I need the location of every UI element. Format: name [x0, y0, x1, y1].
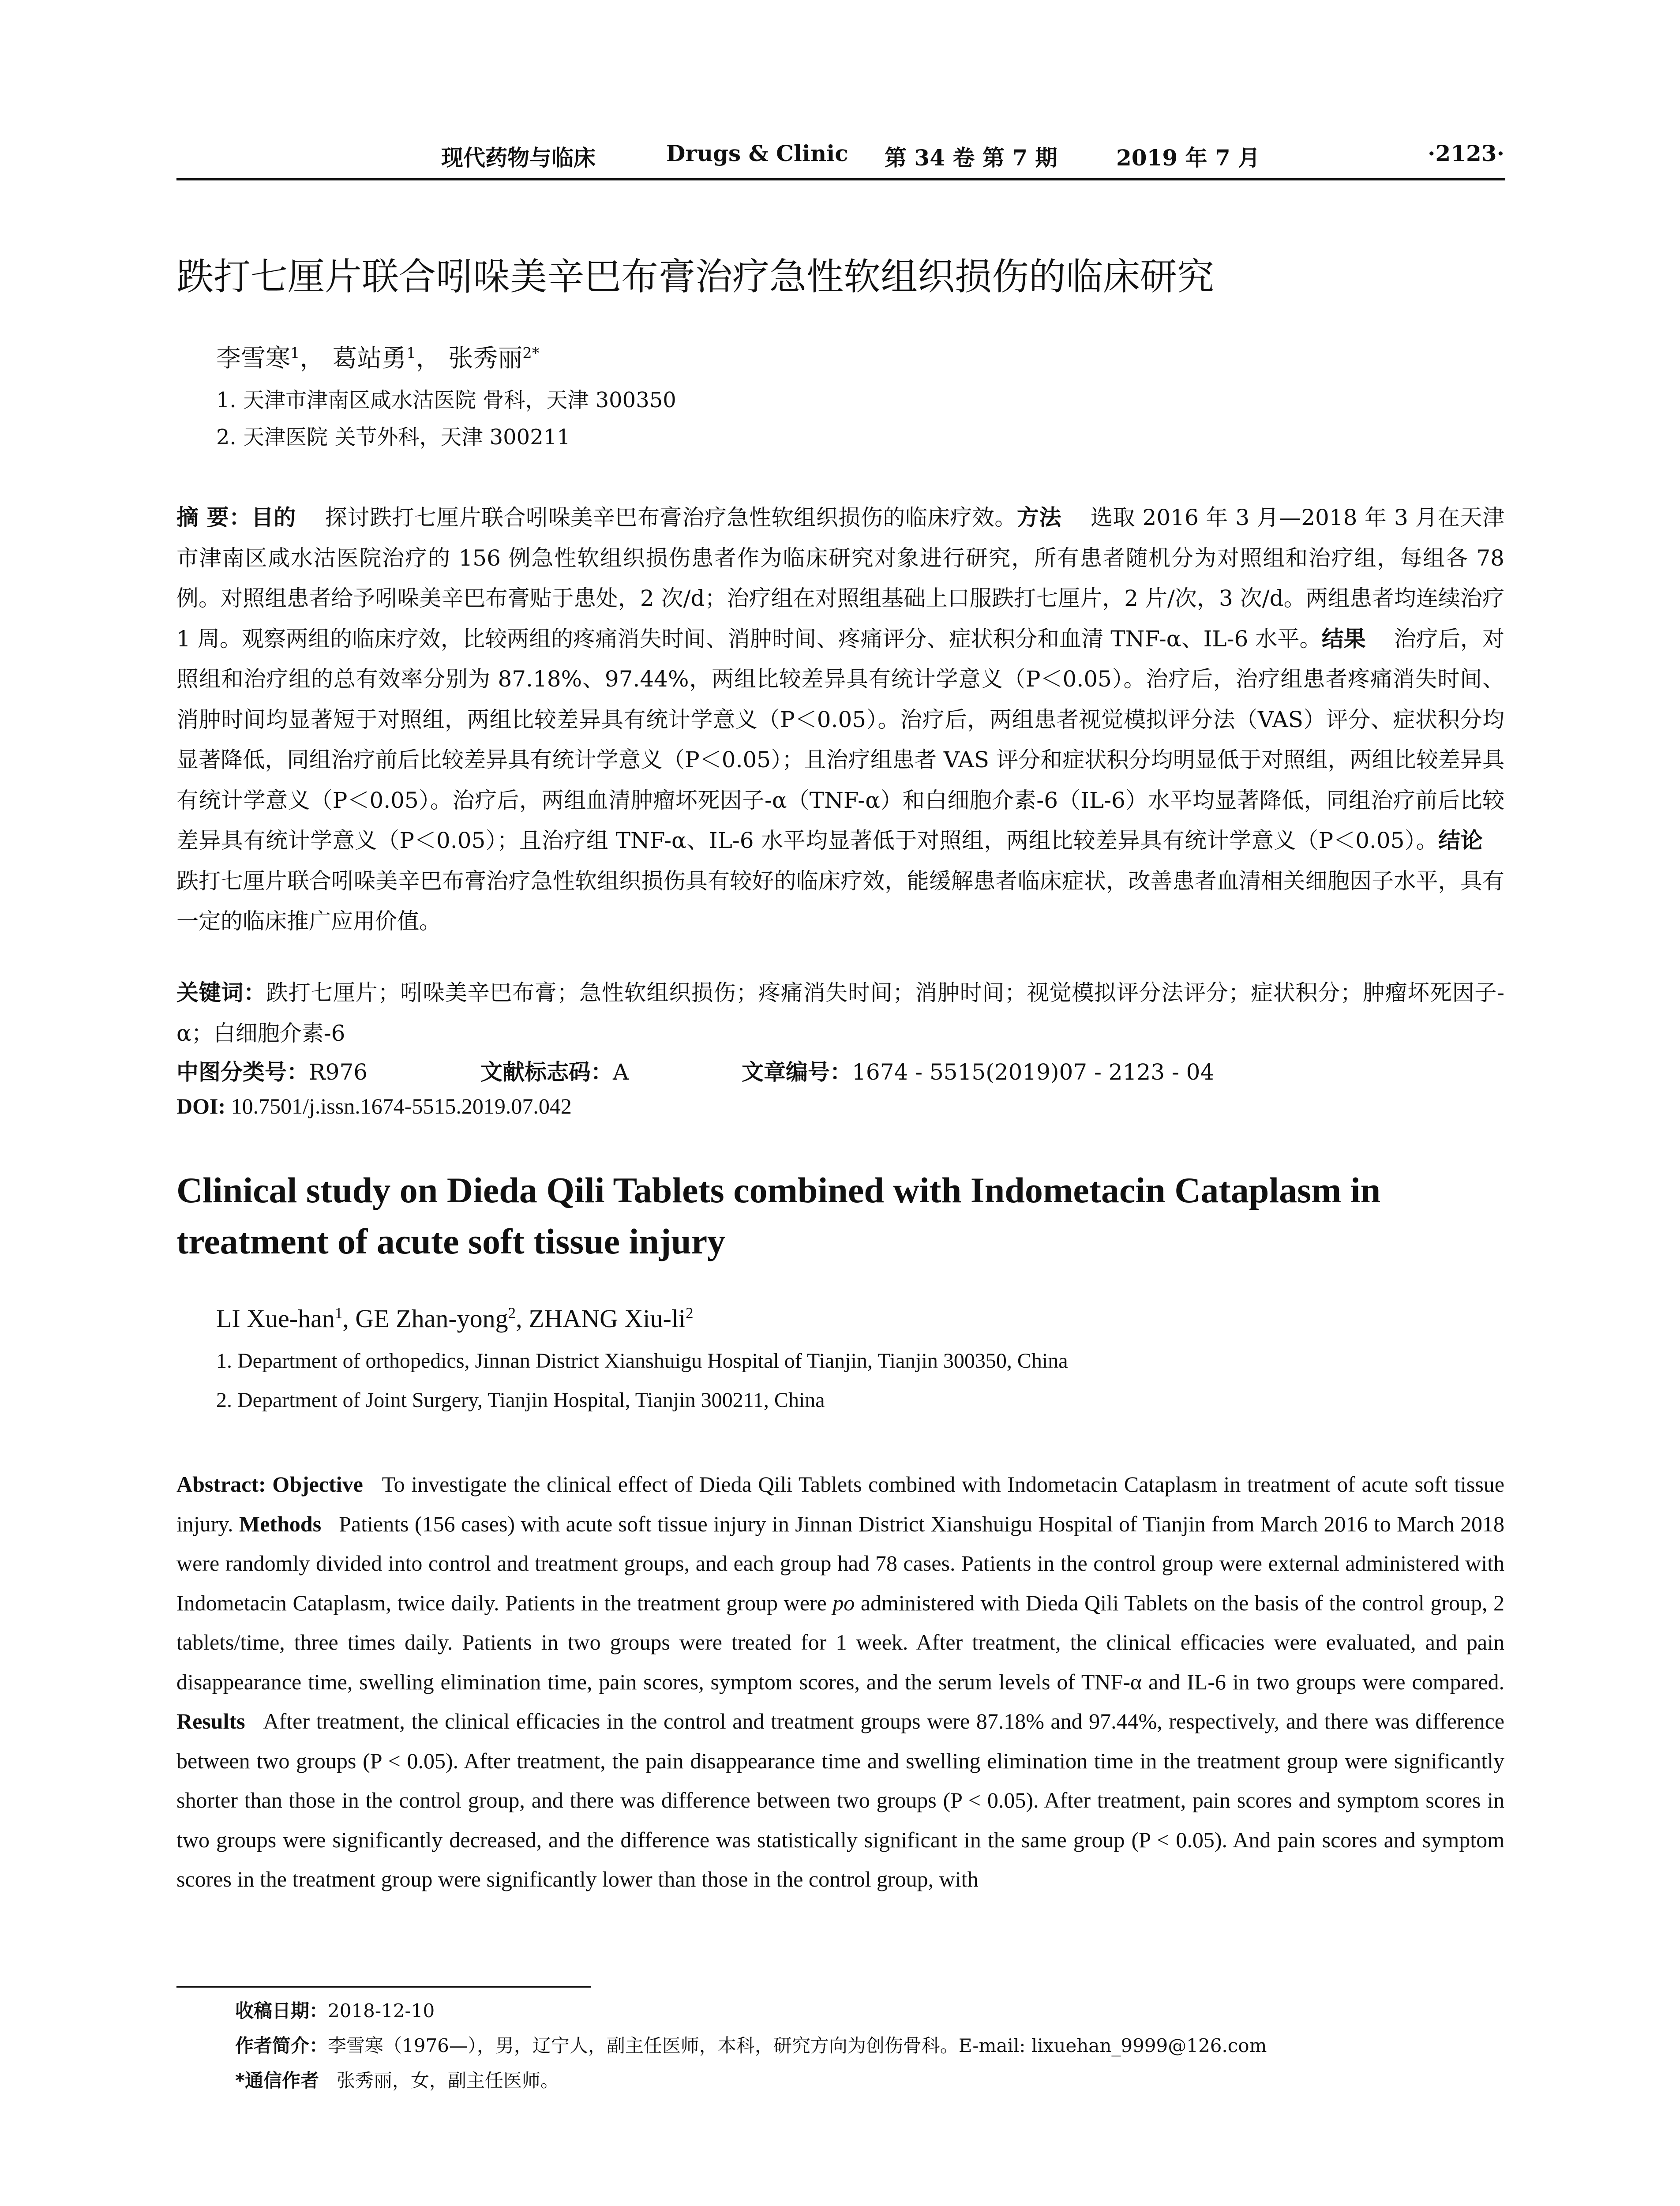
issue-date: 2019 年 7 月: [1116, 145, 1260, 171]
journal-name-en: Drugs & Clinic: [666, 140, 848, 166]
doc-code-label: 文献标志码：: [480, 1059, 613, 1085]
author-sup: 2: [686, 1304, 694, 1322]
keywords-text: 跌打七厘片；吲哚美辛巴布膏；急性软组织损伤；疼痛消失时间；消肿时间；视觉模拟评分法评分；症状积分；肿瘤坏死因子-α；白细胞介素-6: [176, 980, 1504, 1046]
results-label: 结果: [1321, 626, 1366, 652]
affiliation-cn-1: 1. 天津市津南区咸水沽医院 骨科，天津 300350: [216, 388, 676, 413]
results-text: 治疗后，对照组和治疗组的总有效率分别为 87.18%、97.44%，两组比较差异具有统计学意义（P＜0.05）。治疗后，治疗组患者疼痛消失时间、消肿时间均显著短于对照组，两组比较差异具有统计学意义（P＜0.05）。治疗后，两组患者视觉模拟评分法（VAS）评分、症状积分均显著降低，同组治疗前后比较差异具有统计学意义（P＜0.05）；且治疗组患者 VAS 评分和症状积分均明显低于对照组，两组比较差异具有统计学意义（P＜0.05）。治疗后，两组血清肿瘤坏死因子-α（TNF-α）和白细胞介素-6（IL-6）水平均显著降低，同组治疗前后比较差异具有统计学意义（P＜0.05）；且治疗组 TNF-α、IL-6 水平均显著低于对照组，两组比较差异具有统计学意义（P＜0.05）。: [176, 626, 1504, 853]
abstract-en: [176, 1465, 1504, 1899]
author-sup: 2*: [522, 344, 540, 362]
author-sup: 1: [334, 1304, 343, 1322]
doc-code-value: A: [613, 1059, 629, 1085]
methods-text-en: Patients (156 cases) with acute soft tissue injury in Jinnan District Xianshuigu Hospital of Tianjin from March 2016 to March 2018 were randomly divided into control and treatment groups, and each group had 78 cases. Patients in the control group were external administered with Indometacin Cataplasm, twice daily. Patients in the treatment group were: [176, 1511, 1505, 1615]
footnote-received: [235, 1996, 435, 2023]
running-header: [176, 140, 1504, 176]
received-label: 收稿日期：: [235, 2000, 328, 2022]
classification-line: [176, 1054, 1214, 1086]
author-bio-label: 作者简介：: [235, 2035, 328, 2056]
objective-text-en: To investigate the clinical effect of Dieda Qili Tablets combined with Indometacin Cataplasm in treatment of acute soft tissue injury.: [176, 1472, 1504, 1536]
author-sup: 2: [508, 1304, 516, 1322]
doi-label: DOI:: [176, 1094, 226, 1118]
results-label-en: Results: [176, 1709, 245, 1733]
methods-text-en-2: administered with Dieda Qili Tablets on the basis of the control group, 2 tablets/time, three times daily. Patients in two groups were treated for 1 week. After treatment, the clinical efficacies were evaluated, and pain disappearance time, swelling elimination time, pain scores, symptom scores, and the serum levels of TNF-α and IL-6 in two groups were compared.: [176, 1590, 1505, 1694]
corresponding-value: 张秀丽，女，副主任医师。: [337, 2070, 559, 2091]
results-text-en: After treatment, the clinical efficacies in the control and treatment groups were 87.18% and 97.44%, respectively, and there was difference between two groups (P < 0.05). After treatment, the pain disappearance time and swelling elimination time in the treatment group were significantly shorter than those in the control group, and there was difference between two groups (P < 0.05). After treatment, pain scores and symptom scores in two groups were significantly decreased, and the difference was statistically significant in the same group (P < 0.05). And pain scores and symptom scores in the treatment group were significantly lower than those in the control group, with: [176, 1709, 1505, 1891]
authors-cn: 李雪寒$^1$， 葛站勇$^1$， 张秀丽$^{2*}$: [216, 344, 540, 373]
title-en: Clinical study on Dieda Qili Tablets combined with Indometacin Cataplasm in treatment of acute soft tissue injury: [176, 1170, 1381, 1261]
footnote-divider: [176, 1986, 591, 1988]
author-name: LI Xue-han: [216, 1304, 335, 1333]
keywords-cn: [176, 973, 1504, 1054]
affiliation-en-1: 1. Department of orthopedics, Jinnan District Xianshuigu Hospital of Tianjin, Tianjin 300350, China: [216, 1349, 1068, 1373]
clc-label: 中图分类号：: [176, 1059, 309, 1085]
objective-text: 探讨跌打七厘片联合吲哚美辛巴布膏治疗急性软组织损伤的临床疗效。: [325, 505, 1017, 530]
footnote-author: [235, 2031, 1267, 2058]
objective-label: 目的: [251, 505, 296, 530]
methods-label: 方法: [1016, 505, 1062, 530]
header-divider: [176, 178, 1505, 180]
author-sup: 1: [290, 344, 300, 362]
author-name: 张秀丽: [448, 344, 523, 373]
abstract-label: 摘 要：: [176, 505, 251, 530]
methods-po: po: [832, 1590, 855, 1615]
received-value: 2018-12-10: [328, 2000, 435, 2022]
abstract-cn: [176, 498, 1504, 942]
journal-name-cn: 现代药物与临床: [441, 145, 596, 171]
objective-label-en: Objective: [272, 1472, 363, 1497]
clc-value: R976: [309, 1059, 368, 1085]
title-cn: 跌打七厘片联合吲哚美辛巴布膏治疗急性软组织损伤的临床研究: [176, 255, 1215, 298]
footnote-corresponding: [235, 2066, 559, 2093]
affiliation-cn-2: 2. 天津医院 关节外科，天津 300211: [216, 425, 570, 450]
author-name: ZHANG Xiu-li: [529, 1304, 686, 1333]
keywords-label: 关键词：: [176, 980, 266, 1005]
volume-issue: 第 34 卷 第 7 期: [885, 145, 1058, 171]
affiliation-en-2: 2. Department of Joint Surgery, Tianjin Hospital, Tianjin 300211, China: [216, 1388, 825, 1412]
methods-text: 选取 2016 年 3 月—2018 年 3 月在天津市津南区咸水沽医院治疗的 156 例急性软组织损伤患者作为临床研究对象进行研究，所有患者随机分为对照组和治疗组，每组各 78 例。对照组患者给予吲哚美辛巴布膏贴于患处，2 次/d；治疗组在对照组基础上口服跌打七厘片，2 片/次，3 次/d。两组患者均连续治疗 1 周。观察两组的临床疗效，比较两组的疼痛消失时间、消肿时间、疼痛评分、症状积分和血清 TNF-α、IL-6 水平。: [176, 505, 1505, 652]
author-bio-value: 李雪寒（1976—），男，辽宁人，副主任医师，本科，研究方向为创伤骨科。E-mail: lixuehan_9999@126.com: [328, 2035, 1267, 2056]
author-name: GE Zhan-yong: [355, 1304, 508, 1333]
conclusion-text: 跌打七厘片联合吲哚美辛巴布膏治疗急性软组织损伤具有较好的临床疗效，能缓解患者临床症状，改善患者血清相关细胞因子水平，具有一定的临床推广应用价值。: [176, 868, 1504, 934]
doi-line: [176, 1093, 572, 1119]
doi-value: 10.7501/j.issn.1674-5515.2019.07.042: [231, 1094, 572, 1118]
article-number-label: 文章编号：: [742, 1059, 852, 1085]
author-name: 葛站勇: [332, 344, 407, 373]
conclusion-label: 结论: [1438, 828, 1483, 853]
corresponding-label: *通信作者: [235, 2070, 319, 2091]
author-sup: 1: [406, 344, 416, 362]
author-name: 李雪寒: [216, 344, 290, 373]
methods-label-en: Methods: [239, 1511, 322, 1536]
authors-en: LI Xue-han$^1$, GE Zhan-yong$^2$, ZHANG Xiu-$li^2$: [216, 1304, 694, 1333]
abstract-label-en: Abstract:: [176, 1472, 266, 1497]
article-number-value: 1674 - 5515(2019)07 - 2123 - 04: [852, 1059, 1215, 1085]
page-number: ·2123·: [1428, 140, 1504, 166]
